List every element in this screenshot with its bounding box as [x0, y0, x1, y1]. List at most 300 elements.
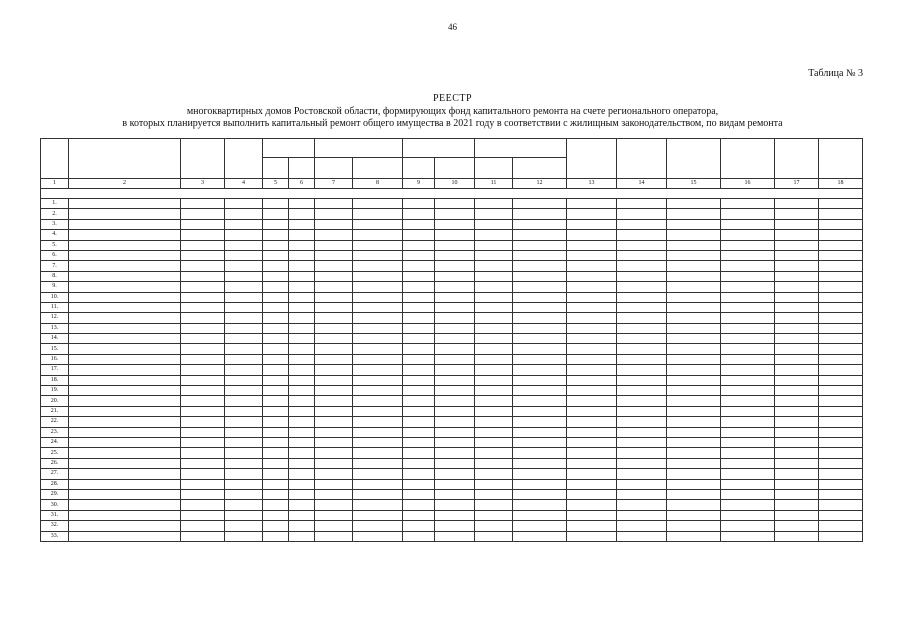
value-cell — [819, 521, 863, 531]
value-cell — [721, 334, 775, 344]
value-cell — [567, 261, 617, 271]
value-cell — [617, 500, 667, 510]
table-row — [41, 489, 863, 499]
value-cell — [513, 354, 567, 364]
value-cell — [475, 282, 513, 292]
value-cell — [289, 469, 315, 479]
value-cell — [721, 219, 775, 229]
value-cell — [181, 386, 225, 396]
table-row — [41, 396, 863, 406]
address-cell — [69, 344, 181, 354]
value-cell — [721, 199, 775, 209]
header-subcell — [435, 158, 475, 179]
value-cell — [225, 469, 263, 479]
value-cell — [353, 282, 403, 292]
column-number: 1 — [41, 179, 69, 189]
value-cell — [181, 365, 225, 375]
value-cell — [353, 521, 403, 531]
value-cell — [225, 375, 263, 385]
value-cell — [617, 489, 667, 499]
value-cell — [403, 479, 435, 489]
table-row — [41, 282, 863, 292]
value-cell — [513, 375, 567, 385]
row-number: 10. — [41, 292, 69, 302]
value-cell — [289, 354, 315, 364]
value-cell — [181, 500, 225, 510]
value-cell — [225, 406, 263, 416]
row-number: 28. — [41, 479, 69, 489]
value-cell — [435, 354, 475, 364]
value-cell — [289, 437, 315, 447]
table-row — [41, 427, 863, 437]
value-cell — [353, 302, 403, 312]
table-row — [41, 302, 863, 312]
value-cell — [721, 271, 775, 281]
value-cell — [721, 417, 775, 427]
value-cell — [513, 334, 567, 344]
value-cell — [181, 323, 225, 333]
value-cell — [435, 489, 475, 499]
header-cell — [819, 139, 863, 179]
value-cell — [667, 354, 721, 364]
value-cell — [263, 489, 289, 499]
value-cell — [513, 437, 567, 447]
value-cell — [775, 302, 819, 312]
value-cell — [775, 365, 819, 375]
header-subcell — [263, 158, 289, 179]
value-cell — [617, 344, 667, 354]
header-cell — [721, 139, 775, 179]
value-cell — [315, 199, 353, 209]
value-cell — [353, 500, 403, 510]
value-cell — [435, 479, 475, 489]
row-number: 18. — [41, 375, 69, 385]
row-number: 27. — [41, 469, 69, 479]
value-cell — [435, 261, 475, 271]
value-cell — [403, 313, 435, 323]
value-cell — [315, 375, 353, 385]
value-cell — [263, 521, 289, 531]
value-cell — [617, 510, 667, 520]
value-cell — [403, 437, 435, 447]
value-cell — [667, 313, 721, 323]
address-cell — [69, 458, 181, 468]
value-cell — [475, 323, 513, 333]
value-cell — [353, 469, 403, 479]
value-cell — [721, 396, 775, 406]
header-subcell — [475, 158, 513, 179]
address-cell — [69, 365, 181, 375]
row-number: 24. — [41, 437, 69, 447]
value-cell — [567, 396, 617, 406]
value-cell — [181, 334, 225, 344]
value-cell — [435, 302, 475, 312]
value-cell — [775, 375, 819, 385]
value-cell — [435, 437, 475, 447]
row-number: 3. — [41, 219, 69, 229]
value-cell — [315, 271, 353, 281]
value-cell — [475, 365, 513, 375]
value-cell — [667, 240, 721, 250]
value-cell — [225, 489, 263, 499]
row-number: 8. — [41, 271, 69, 281]
value-cell — [181, 417, 225, 427]
header-cell — [181, 139, 225, 179]
column-number: 16 — [721, 179, 775, 189]
value-cell — [819, 250, 863, 260]
value-cell — [567, 448, 617, 458]
doc-title-line3: в которых планируется выполнить капитальный ремонт общего имущества в 2021 году в соответствии с жилищным законодательством, по видам ремонта — [122, 118, 783, 129]
value-cell — [403, 386, 435, 396]
value-cell — [667, 261, 721, 271]
value-cell — [475, 271, 513, 281]
value-cell — [475, 219, 513, 229]
value-cell — [475, 521, 513, 531]
table-row — [41, 271, 863, 281]
column-number: 6 — [289, 179, 315, 189]
value-cell — [475, 199, 513, 209]
row-number: 26. — [41, 458, 69, 468]
value-cell — [225, 209, 263, 219]
value-cell — [225, 271, 263, 281]
value-cell — [315, 437, 353, 447]
value-cell — [475, 313, 513, 323]
value-cell — [181, 521, 225, 531]
value-cell — [263, 282, 289, 292]
value-cell — [475, 344, 513, 354]
value-cell — [567, 209, 617, 219]
value-cell — [775, 458, 819, 468]
value-cell — [721, 292, 775, 302]
value-cell — [181, 469, 225, 479]
value-cell — [475, 479, 513, 489]
value-cell — [435, 344, 475, 354]
value-cell — [181, 292, 225, 302]
column-number: 9 — [403, 179, 435, 189]
value-cell — [435, 386, 475, 396]
value-cell — [819, 396, 863, 406]
table-row — [41, 354, 863, 364]
address-cell — [69, 261, 181, 271]
row-number: 6. — [41, 250, 69, 260]
value-cell — [403, 521, 435, 531]
value-cell — [567, 375, 617, 385]
table-row — [41, 417, 863, 427]
value-cell — [721, 458, 775, 468]
value-cell — [819, 427, 863, 437]
value-cell — [181, 354, 225, 364]
value-cell — [475, 250, 513, 260]
value-cell — [721, 386, 775, 396]
value-cell — [667, 230, 721, 240]
value-cell — [289, 282, 315, 292]
doc-title-line2: многоквартирных домов Ростовской области, формирующих фонд капитального ремонта на счете регионального оператора, — [186, 106, 719, 117]
value-cell — [475, 437, 513, 447]
value-cell — [403, 458, 435, 468]
table-row — [41, 386, 863, 396]
header-cell — [41, 139, 69, 179]
address-cell — [69, 219, 181, 229]
value-cell — [775, 437, 819, 447]
value-cell — [819, 334, 863, 344]
value-cell — [289, 396, 315, 406]
address-cell — [69, 230, 181, 240]
row-number: 13. — [41, 323, 69, 333]
value-cell — [403, 489, 435, 499]
value-cell — [353, 292, 403, 302]
value-cell — [721, 365, 775, 375]
value-cell — [667, 500, 721, 510]
value-cell — [475, 489, 513, 499]
row-number: 9. — [41, 282, 69, 292]
value-cell — [819, 458, 863, 468]
value-cell — [435, 531, 475, 541]
value-cell — [667, 386, 721, 396]
value-cell — [225, 250, 263, 260]
value-cell — [435, 219, 475, 229]
address-cell — [69, 313, 181, 323]
table-row — [41, 292, 863, 302]
value-cell — [513, 344, 567, 354]
value-cell — [315, 510, 353, 520]
value-cell — [617, 396, 667, 406]
value-cell — [667, 219, 721, 229]
value-cell — [567, 458, 617, 468]
value-cell — [289, 230, 315, 240]
value-cell — [353, 406, 403, 416]
value-cell — [403, 469, 435, 479]
value-cell — [513, 479, 567, 489]
address-cell — [69, 417, 181, 427]
value-cell — [315, 479, 353, 489]
value-cell — [181, 479, 225, 489]
value-cell — [403, 240, 435, 250]
value-cell — [403, 302, 435, 312]
value-cell — [435, 313, 475, 323]
value-cell — [775, 230, 819, 240]
value-cell — [289, 531, 315, 541]
value-cell — [617, 386, 667, 396]
value-cell — [667, 334, 721, 344]
value-cell — [403, 199, 435, 209]
value-cell — [513, 240, 567, 250]
value-cell — [263, 302, 289, 312]
table-row — [41, 479, 863, 489]
value-cell — [289, 521, 315, 531]
value-cell — [567, 344, 617, 354]
value-cell — [315, 230, 353, 240]
value-cell — [435, 427, 475, 437]
table-row — [41, 209, 863, 219]
address-cell — [69, 469, 181, 479]
value-cell — [775, 469, 819, 479]
value-cell — [289, 271, 315, 281]
address-cell — [69, 479, 181, 489]
value-cell — [181, 396, 225, 406]
header-subcell — [353, 158, 403, 179]
value-cell — [775, 500, 819, 510]
value-cell — [403, 250, 435, 260]
value-cell — [617, 302, 667, 312]
value-cell — [353, 261, 403, 271]
value-cell — [513, 313, 567, 323]
table-row — [41, 219, 863, 229]
value-cell — [263, 261, 289, 271]
value-cell — [263, 458, 289, 468]
value-cell — [721, 230, 775, 240]
value-cell — [353, 489, 403, 499]
value-cell — [667, 437, 721, 447]
value-cell — [225, 396, 263, 406]
value-cell — [775, 489, 819, 499]
value-cell — [225, 313, 263, 323]
value-cell — [775, 386, 819, 396]
value-cell — [181, 531, 225, 541]
value-cell — [475, 458, 513, 468]
value-cell — [403, 219, 435, 229]
value-cell — [617, 365, 667, 375]
value-cell — [667, 375, 721, 385]
value-cell — [819, 323, 863, 333]
address-cell — [69, 354, 181, 364]
row-number: 1. — [41, 199, 69, 209]
value-cell — [263, 250, 289, 260]
value-cell — [225, 302, 263, 312]
value-cell — [667, 510, 721, 520]
value-cell — [403, 375, 435, 385]
value-cell — [667, 271, 721, 281]
value-cell — [181, 437, 225, 447]
value-cell — [667, 427, 721, 437]
table-row — [41, 230, 863, 240]
value-cell — [403, 261, 435, 271]
value-cell — [775, 282, 819, 292]
header-subcell — [289, 158, 315, 179]
header-cell — [617, 139, 667, 179]
value-cell — [315, 448, 353, 458]
value-cell — [289, 448, 315, 458]
value-cell — [475, 292, 513, 302]
row-number: 2. — [41, 209, 69, 219]
value-cell — [403, 531, 435, 541]
value-cell — [263, 531, 289, 541]
value-cell — [315, 396, 353, 406]
value-cell — [667, 417, 721, 427]
value-cell — [775, 354, 819, 364]
value-cell — [353, 448, 403, 458]
value-cell — [667, 302, 721, 312]
value-cell — [475, 354, 513, 364]
value-cell — [475, 531, 513, 541]
value-cell — [721, 375, 775, 385]
row-number: 12. — [41, 313, 69, 323]
value-cell — [403, 396, 435, 406]
table-row — [41, 199, 863, 209]
column-number: 5 — [263, 179, 289, 189]
value-cell — [667, 365, 721, 375]
value-cell — [315, 469, 353, 479]
value-cell — [617, 531, 667, 541]
value-cell — [225, 292, 263, 302]
value-cell — [435, 323, 475, 333]
value-cell — [567, 531, 617, 541]
value-cell — [403, 271, 435, 281]
value-cell — [225, 510, 263, 520]
table-row — [41, 469, 863, 479]
value-cell — [567, 271, 617, 281]
value-cell — [289, 406, 315, 416]
value-cell — [315, 334, 353, 344]
value-cell — [617, 261, 667, 271]
value-cell — [289, 479, 315, 489]
value-cell — [775, 271, 819, 281]
address-cell — [69, 250, 181, 260]
value-cell — [667, 531, 721, 541]
value-cell — [567, 292, 617, 302]
table-row — [41, 313, 863, 323]
header-group — [263, 139, 315, 158]
value-cell — [819, 510, 863, 520]
value-cell — [617, 199, 667, 209]
row-number: 16. — [41, 354, 69, 364]
value-cell — [667, 209, 721, 219]
value-cell — [353, 396, 403, 406]
value-cell — [475, 302, 513, 312]
value-cell — [617, 479, 667, 489]
column-number: 13 — [567, 179, 617, 189]
value-cell — [513, 199, 567, 209]
value-cell — [617, 406, 667, 416]
value-cell — [315, 531, 353, 541]
table-row — [41, 448, 863, 458]
value-cell — [289, 365, 315, 375]
row-number: 14. — [41, 334, 69, 344]
value-cell — [617, 417, 667, 427]
value-cell — [513, 458, 567, 468]
value-cell — [475, 510, 513, 520]
header-group — [315, 139, 403, 158]
value-cell — [721, 209, 775, 219]
table-row — [41, 240, 863, 250]
value-cell — [617, 240, 667, 250]
value-cell — [513, 209, 567, 219]
value-cell — [263, 510, 289, 520]
header-subcell — [403, 158, 435, 179]
value-cell — [435, 458, 475, 468]
value-cell — [667, 282, 721, 292]
value-cell — [181, 344, 225, 354]
value-cell — [263, 313, 289, 323]
value-cell — [263, 386, 289, 396]
value-cell — [435, 240, 475, 250]
value-cell — [819, 417, 863, 427]
value-cell — [225, 219, 263, 229]
value-cell — [435, 365, 475, 375]
value-cell — [435, 500, 475, 510]
value-cell — [475, 396, 513, 406]
column-number: 11 — [475, 179, 513, 189]
value-cell — [263, 427, 289, 437]
value-cell — [181, 250, 225, 260]
value-cell — [721, 489, 775, 499]
value-cell — [353, 354, 403, 364]
value-cell — [353, 344, 403, 354]
address-cell — [69, 531, 181, 541]
table-row — [41, 261, 863, 271]
value-cell — [403, 354, 435, 364]
value-cell — [819, 240, 863, 250]
value-cell — [181, 219, 225, 229]
